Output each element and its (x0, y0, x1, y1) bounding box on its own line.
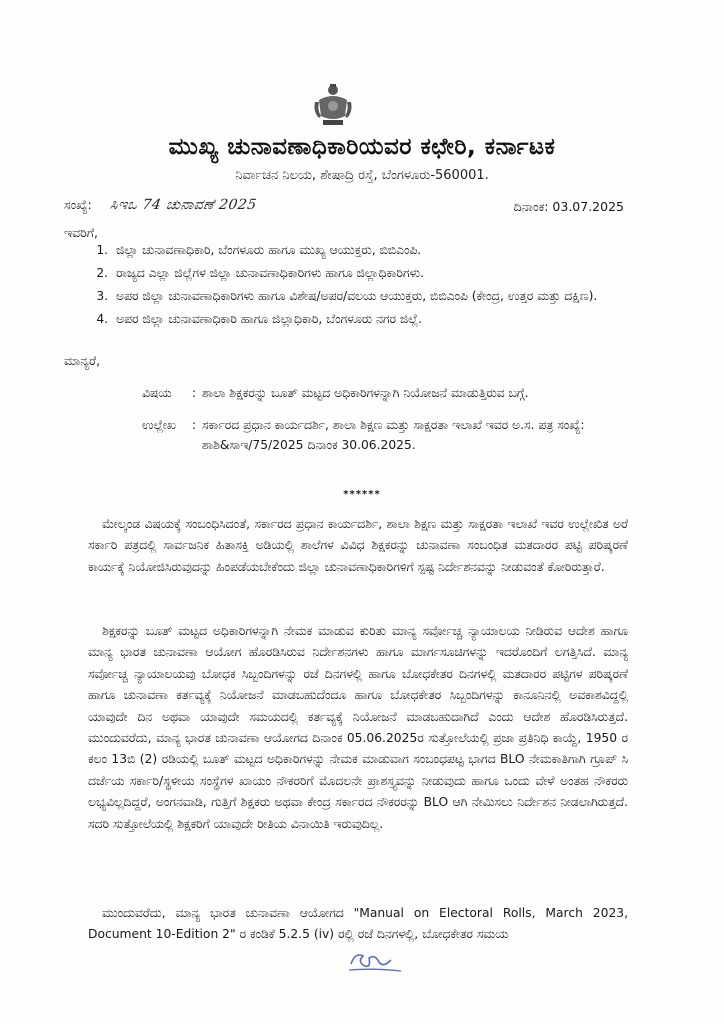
subject-label: ವಿಷಯ (142, 386, 172, 400)
signature-icon (345, 946, 405, 974)
office-address: ನಿರ್ವಾಚನ ನಿಲಯ, ಶೇಷಾದ್ರಿ ರಸ್ತೆ, ಬೆಂಗಳೂರು-560001. (235, 168, 489, 183)
salutation: ಮಾನ್ಯರೆ, (64, 353, 101, 368)
recipient-item: 3. ಅಪರ ಜಿಲ್ಲಾ ಚುನಾವಣಾಧಿಕಾರಿಗಳು ಹಾಗೂ ವಿಶೇಷ/ಅಪರ/ವಲಯ ಆಯುಕ್ತರು, ಬಿಬಿಎಂಪಿ (ಕೇಂದ್ರ, ಉತ್ತರ ಮತ್ತು ದಕ್ಷಿಣ). (112, 286, 672, 307)
separator: ****** (343, 489, 381, 500)
ref-item-text: ಸರ್ಕಾರದ ಪ್ರಧಾನ ಕಾರ್ಯದರ್ಶಿ, ಶಾಲಾ ಶಿಕ್ಷಣ ಮತ್ತು ಸಾಕ್ಷರತಾ ಇಲಾಖೆ ಇವರ ಅ.ಸ. ಪತ್ರ ಸಂಖ್ಯೆ: ಶಾಶಿ&ಸಾಇ/75/2025 ದಿನಾಂಕ 30.06.2025. (202, 418, 585, 452)
karnataka-emblem-icon (311, 82, 355, 128)
reference-label: ಸಂಖ್ಯೆ: (64, 197, 92, 212)
body-paragraph: ಮೇಲ್ಕಂಡ ವಿಷಯಕ್ಕೆ ಸಂಬಂಧಿಸಿದಂತೆ, ಸರ್ಕಾರದ ಪ್ರಧಾನ ಕಾರ್ಯದರ್ಶಿ, ಶಾಲಾ ಶಿಕ್ಷಣ ಮತ್ತು ಸಾಕ್ಷರತಾ ಇಲಾಖೆ ಇವರ ಉಲ್ಲೇಖಿತ ಅರೆ ಸರ್ಕಾರಿ ಪತ್ರದಲ್ಲಿ ಸಾರ್ವಜನಿಕ ಹಿತಾಸಕ್ತಿ ಅಡಿಯಲ್ಲಿ ಶಾಲೆಗಳ ವಿವಿಧ ಶಿಕ್ಷಕರನ್ನು ಚುನಾವಣಾ ಸಂಬಂಧಿತ ಮತದಾರರ ಪಟ್ಟಿ ಪರಿಷ್ಕರಣೆ ಕಾರ್ಯಕ್ಕೆ ನಿಯೋಜಿಸಿರುವುದನ್ನು ಹಿಂಪಡೆಯಬೇಕೆಂದು ಜಿಲ್ಲಾ ಚುನಾವಣಾಧಿಕಾರಿಗಳಿಗೆ ಸ್ಪಷ್ಟ ನಿರ್ದೇಶನವನ್ನು ನೀಡುವಂತೆ ಕೋರಿರುತ್ತಾರೆ. (88, 517, 628, 574)
body-paragraph: ಮುಂದುವರೆದು, ಮಾನ್ಯ ಭಾರತ ಚುನಾವಣಾ ಆಯೋಗದ "Manual on Electoral Rolls, March 2023, Document 10-Edition 2" ರ ಕಂಡಿಕೆ 5.2.5 (iv) ರಲ್ಲಿ ರಜೆ ದಿನಗಳಲ್ಲಿ, ಬೋಧಕೇತರ ಸಮಯ (88, 906, 628, 942)
body-paragraph: ಶಿಕ್ಷಕರನ್ನು ಬೂತ್ ಮಟ್ಟದ ಅಧಿಕಾರಿಗಳನ್ನಾಗಿ ನೇಮಕ ಮಾಡುವ ಕುರಿತು ಮಾನ್ಯ ಸರ್ವೋಚ್ಚ ನ್ಯಾಯಾಲಯ ನೀಡಿರುವ ಆದೇಶ ಹಾಗೂ ಮಾನ್ಯ ಭಾರತ ಚುನಾವಣಾ ಆಯೋಗ ಹೊರಡಿಸಿರುವ ನಿರ್ದೇಶನಗಳು ಹಾಗೂ ಮಾರ್ಗಸೂಚಿಗಳನ್ನು ಇದರೊಂದಿಗೆ ಲಗತ್ತಿಸಿದೆ. ಮಾನ್ಯ ಸರ್ವೋಚ್ಚ ನ್ಯಾಯಾಲಯವು ಬೋಧಕ ಸಿಬ್ಬಂದಿಗಳನ್ನು ರಜೆ ದಿನಗಳಲ್ಲಿ ಹಾಗೂ ಬೋಧಕೇತರ ದಿನಗಳಲ್ಲಿ ಮತದಾರರ ಪಟ್ಟಿಗಳ ಪರಿಷ್ಕರಣೆ ಹಾಗೂ ಚುನಾವಣಾ ಕರ್ತವ್ಯಕ್ಕೆ ನಿಯೋಜನೆ ಮಾಡಬಹುದೆಂದೂ ಹಾಗೂ ಬೋಧಕೇತರ ಸಿಬ್ಬಂದಿಗಳನ್ನು ಕಾನೂನಿನಲ್ಲಿ ಅವಕಾಶವಿದ್ದಲ್ಲಿ ಯಾವುದೇ ದಿನ ಅಥವಾ ಯಾವುದೇ ಸಮಯದಲ್ಲಿ ಕರ್ತವ್ಯಕ್ಕೆ ನಿಯೋಜನೆ ಮಾಡಬಹುದಾಗಿದೆ ಎಂದು ಆದೇಶ ಹೊರಡಿಸಿರುತ್ತದೆ. ಮುಂದುವರೆದು, ಮಾನ್ಯ ಭಾರತ ಚುನಾವಣಾ ಆಯೋಗದ ದಿನಾಂಕ 05.06.2025ರ ಸುತ್ತೋಲೆಯಲ್ಲಿ ಪ್ರಜಾ ಪ್ರತಿನಿಧಿ ಕಾಯ್ದೆ, 1950 ರ ಕಲಂ 13ಬಿ (2) ರಡಿಯಲ್ಲಿ ಬೂತ್ ಮಟ್ಟದ ಅಧಿಕಾರಿಗಳನ್ನು ನೇಮಕ ಮಾಡುವಾಗ ಸಂಬಂಧಪಟ್ಟ ಭಾಗದ BLO ನೇಮಕಾತಿಗಾಗಿ ಗ್ರೂಪ್ ಸಿ ದರ್ಜೆಯ ಸರ್ಕಾರಿ/ಸ್ಥಳೀಯ ಸಂಸ್ಥೆಗಳ ಖಾಯಂ ನೌಕರರಿಗೆ ಮೊದಲನೇ ಪ್ರಾಶಸ್ತ್ಯವನ್ನು ನೀಡುವುದು ಹಾಗೂ ಒಂದು ವೇಳೆ ಅಂತಹ ನೌಕರರು ಲಭ್ಯವಿಲ್ಲದಿದ್ದರೆ, ಅಂಗನವಾಡಿ, ಗುತ್ತಿಗೆ ಶಿಕ್ಷಕರು ಅಥವಾ ಕೇಂದ್ರ ಸರ್ಕಾರದ ನೌಕರರನ್ನು BLO ಆಗಿ ನೇಮಿಸಲು ನಿರ್ದೇಶನ ನೀಡಲಾಗಿರುತ್ತದೆ. ಸದರಿ ಸುತ್ತೋಲೆಯಲ್ಲಿ ಶಿಕ್ಷಕರಿಗೆ ಯಾವುದೇ ರೀತಿಯ ವಿನಾಯಿತಿ ಇರುವುದಿಲ್ಲ. (88, 624, 628, 831)
subject-row (142, 383, 602, 403)
letter-date: ದಿನಾಂಕ: 03.07.2025 (513, 199, 624, 214)
subject-colon: : (192, 386, 197, 400)
ref-item-label: ಉಲ್ಲೇಖ (142, 418, 176, 432)
recipient-item: 2. ರಾಜ್ಯದ ಎಲ್ಲಾ ಜಿಲ್ಲೆಗಳ ಜಿಲ್ಲಾ ಚುನಾವಣಾಧಿಕಾರಿಗಳು ಹಾಗೂ ಜಿಲ್ಲಾಧಿಕಾರಿಗಳು. (112, 263, 672, 284)
recipient-item: 4. ಅಪರ ಜಿಲ್ಲಾ ಚುನಾವಣಾಧಿಕಾರಿ ಹಾಗೂ ಜಿಲ್ಲಾಧಿಕಾರಿ, ಬೆಂಗಳೂರು ನಗರ ಜಿಲ್ಲೆ. (112, 309, 672, 330)
reference-number: ಸಿಇಒ 74 ಚುನಾವಣೆ 2025 (108, 197, 258, 213)
recipient-list (84, 240, 672, 332)
subject-text: ಶಾಲಾ ಶಿಕ್ಷಕರನ್ನು ಬೂತ್ ಮಟ್ಟದ ಅಧಿಕಾರಿಗಳನ್ನಾಗಿ ನಿಯೋಜನೆ ಮಾಡುತ್ತಿರುವ ಬಗ್ಗೆ. (202, 386, 529, 400)
addressee-label: ಇವರಿಗೆ, (64, 225, 98, 240)
reference-row (142, 415, 602, 455)
ref-item-colon: : (192, 418, 197, 432)
recipient-item: 1. ಜಿಲ್ಲಾ ಚುನಾವಣಾಧಿಕಾರಿ, ಬೆಂಗಳೂರು ಹಾಗೂ ಮುಖ್ಯ ಆಯುಕ್ತರು, ಬಿಬಿಎಂಪಿ. (112, 240, 672, 261)
office-title: ಮುಖ್ಯ ಚುನಾವಣಾಧಿಕಾರಿಯವರ ಕಛೇರಿ, ಕರ್ನಾಟಕ (168, 134, 556, 160)
subject-block (142, 383, 602, 467)
